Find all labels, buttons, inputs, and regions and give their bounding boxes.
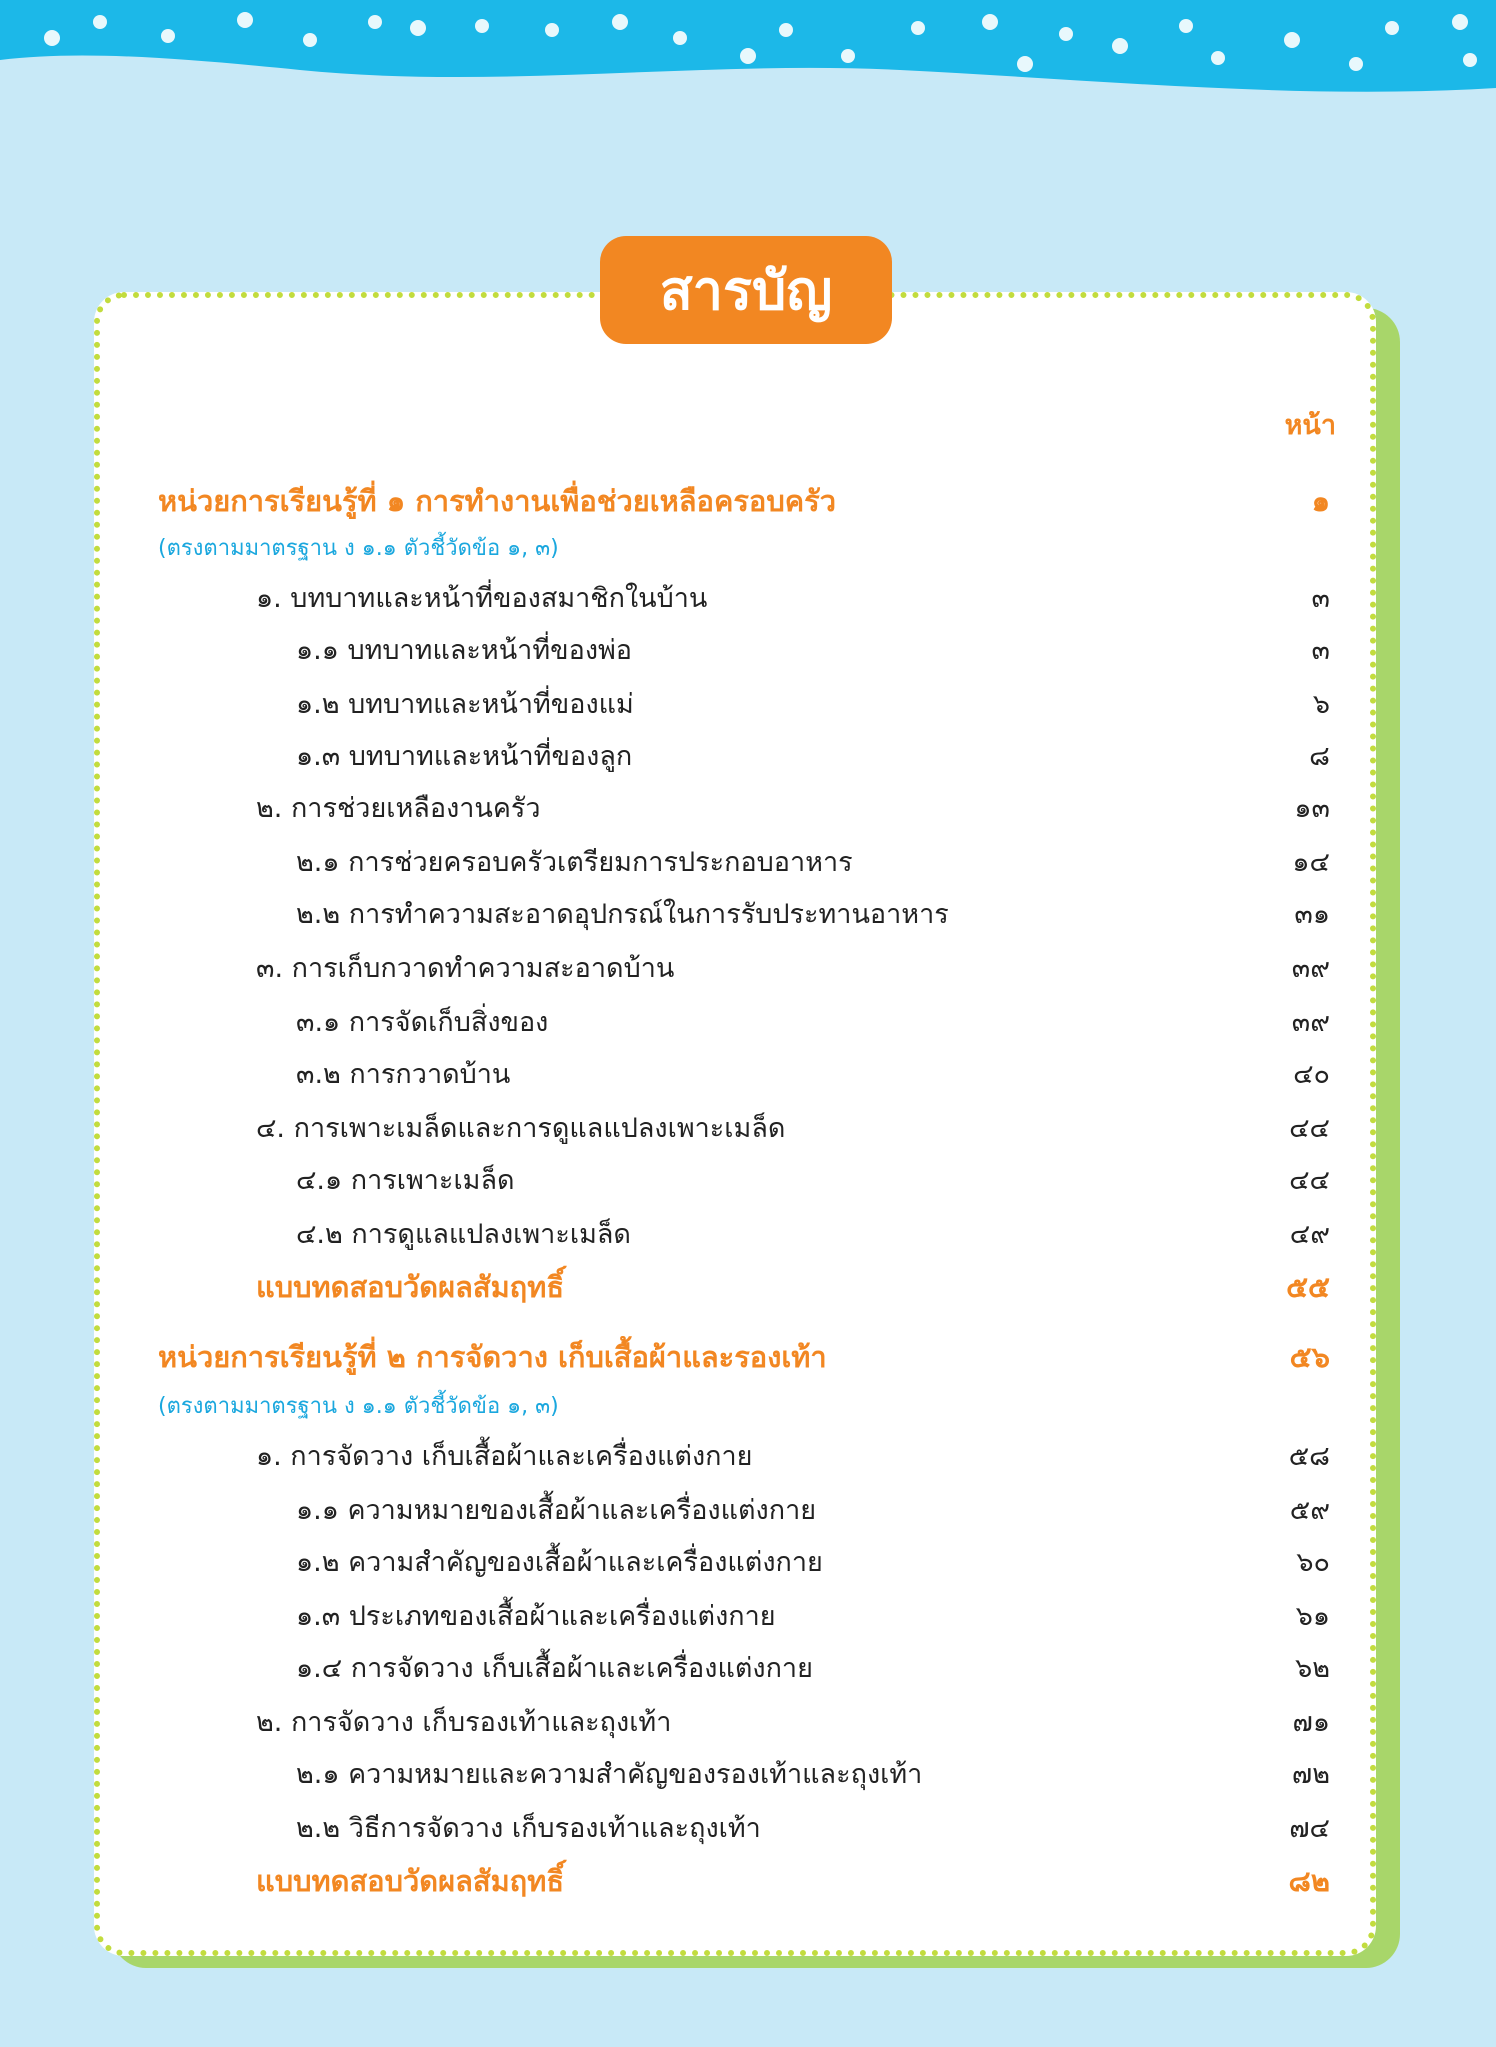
toc-entry-text: ๑.๑ บทบาทและหน้าที่ของพ่อ [296, 635, 633, 666]
toc-entry-text: ๑.๒ บทบาทและหน้าที่ของแม่ [296, 689, 634, 720]
toc-entry-text: ๒. การช่วยเหลืองานครัว [256, 793, 541, 824]
toc-entry[interactable] [0, 1752, 1496, 1800]
toc-entry-text: ๒. การจัดวาง เก็บรองเท้าและถุงเท้า [256, 1707, 672, 1738]
toc-entry[interactable] [0, 1052, 1496, 1100]
toc-entry-text: ๔. การเพาะเมล็ดและการดูแลแปลงเพาะเมล็ด [256, 1113, 786, 1144]
toc-entry-page-number: ๑ [1311, 484, 1330, 518]
toc-entry-text: หน่วยการเรียนรู้ที่ ๒ การจัดวาง เก็บเสื้อผ้าและรองเท้า [158, 1340, 827, 1374]
toc-entry-text: ๒.๒ การทำความสะอาดอุปกรณ์ในการรับประทานอาหาร [296, 899, 949, 930]
toc-entry-text: ๑. การจัดวาง เก็บเสื้อผ้าและเครื่องแต่งกาย [256, 1441, 753, 1472]
toc-entry-page-number: ๓ [1311, 583, 1330, 614]
toc-entry-page-number: ๖ [1312, 689, 1330, 720]
toc-entry-page-number: ๕๖ [1289, 1340, 1330, 1374]
toc-entry[interactable] [0, 1000, 1496, 1048]
page-title: สารบัญ [600, 236, 892, 344]
toc-entry-text: ๑. บทบาทและหน้าที่ของสมาชิกในบ้าน [256, 583, 708, 614]
toc-entry[interactable] [0, 576, 1496, 624]
toc-entry[interactable] [0, 1646, 1496, 1694]
toc-entry-page-number: ๓๑ [1294, 899, 1330, 930]
toc-entry[interactable] [0, 1106, 1496, 1154]
toc-entry[interactable] [0, 1594, 1496, 1642]
toc-entry-page-number: ๔๙ [1289, 1219, 1330, 1250]
toc-entry-page-number: ๔๔ [1289, 1113, 1330, 1144]
toc-entry-page-number: ๓๙ [1291, 1007, 1330, 1038]
toc-entry-page-number: ๑๔ [1292, 847, 1330, 878]
achievement-test-entry[interactable] [0, 1264, 1496, 1312]
toc-entry-text: ๔.๑ การเพาะเมล็ด [296, 1165, 515, 1196]
toc-entry-text: แบบทดสอบวัดผลสัมฤทธิ์ [256, 1270, 565, 1304]
toc-entry-page-number: ๗๑ [1292, 1707, 1330, 1738]
toc-entry-page-number: ๑๓ [1294, 793, 1330, 824]
toc-entry-text: ๓. การเก็บกวาดทำความสะอาดบ้าน [256, 953, 675, 984]
toc-entry-page-number: ๔๔ [1289, 1165, 1330, 1196]
standard-note[interactable] [0, 530, 1496, 578]
toc-entry-text: ๑.๔ การจัดวาง เก็บเสื้อผ้าและเครื่องแต่งกาย [296, 1653, 813, 1684]
toc-entry-page-number: ๖๒ [1295, 1653, 1330, 1684]
toc-entry[interactable] [0, 734, 1496, 782]
toc-entry-text: ๒.๑ การช่วยครอบครัวเตรียมการประกอบอาหาร [296, 847, 853, 878]
toc-entry-text: (ตรงตามมาตรฐาน ง ๑.๑ ตัวชี้วัดข้อ ๑, ๓) [158, 536, 559, 561]
toc-entry-page-number: ๘ [1309, 741, 1330, 772]
standard-note[interactable] [0, 1388, 1496, 1436]
toc-entry[interactable] [0, 786, 1496, 834]
toc-entry[interactable] [0, 1806, 1496, 1854]
toc-entry-text: ๓.๒ การกวาดบ้าน [296, 1059, 511, 1090]
toc-entry[interactable] [0, 840, 1496, 888]
toc-entry-page-number: ๕๘ [1288, 1441, 1330, 1472]
toc-entry[interactable] [0, 1540, 1496, 1588]
toc-entry-page-number: ๔๐ [1293, 1059, 1330, 1090]
toc-entry[interactable] [0, 1212, 1496, 1260]
toc-entry-text: ๑.๒ ความสำคัญของเสื้อผ้าและเครื่องแต่งกาย [296, 1547, 823, 1578]
toc-entry-page-number: ๖๑ [1295, 1601, 1330, 1632]
toc-entry[interactable] [0, 628, 1496, 676]
achievement-test-entry[interactable] [0, 1858, 1496, 1906]
toc-entry[interactable] [0, 1488, 1496, 1536]
toc-entry-text: ๑.๑ ความหมายของเสื้อผ้าและเครื่องแต่งกาย [296, 1495, 817, 1526]
toc-entry[interactable] [0, 892, 1496, 940]
toc-entry-page-number: ๖๐ [1296, 1547, 1330, 1578]
toc-entry-text: แบบทดสอบวัดผลสัมฤทธิ์ [256, 1864, 565, 1898]
toc-entry-text: หน่วยการเรียนรู้ที่ ๑ การทำงานเพื่อช่วยเหลือครอบครัว [158, 484, 837, 518]
toc-entry[interactable] [0, 1700, 1496, 1748]
toc-entry[interactable] [0, 1158, 1496, 1206]
toc-entry[interactable] [0, 946, 1496, 994]
toc-entry-text: (ตรงตามมาตรฐาน ง ๑.๑ ตัวชี้วัดข้อ ๑, ๓) [158, 1394, 559, 1419]
toc-entry-page-number: ๗๔ [1289, 1813, 1330, 1844]
toc-entry-page-number: ๕๕ [1286, 1270, 1330, 1304]
toc-entry-page-number: ๕๙ [1289, 1495, 1330, 1526]
toc-entry-text: ๒.๒ วิธีการจัดวาง เก็บรองเท้าและถุงเท้า [296, 1813, 761, 1844]
toc-entry[interactable] [0, 1434, 1496, 1482]
toc-entry-page-number: ๓๙ [1291, 953, 1330, 984]
toc-entry-text: ๔.๒ การดูแลแปลงเพาะเมล็ด [296, 1219, 631, 1250]
toc-entry-text: ๒.๑ ความหมายและความสำคัญของรองเท้าและถุงเท้า [296, 1759, 923, 1790]
toc-entry-page-number: ๘๒ [1288, 1864, 1330, 1898]
toc-entry-text: ๑.๓ บทบาทและหน้าที่ของลูก [296, 741, 633, 772]
unit-heading[interactable] [0, 1334, 1496, 1382]
toc-entry-text: ๑.๓ ประเภทของเสื้อผ้าและเครื่องแต่งกาย [296, 1601, 776, 1632]
toc-entry-text: ๓.๑ การจัดเก็บสิ่งของ [296, 1007, 549, 1038]
toc-entry[interactable] [0, 682, 1496, 730]
toc-entry-page-number: ๗๒ [1291, 1759, 1330, 1790]
unit-heading[interactable] [0, 478, 1496, 526]
toc-entry-page-number: ๓ [1311, 635, 1330, 666]
page-column-label: หน้า [1284, 410, 1336, 441]
